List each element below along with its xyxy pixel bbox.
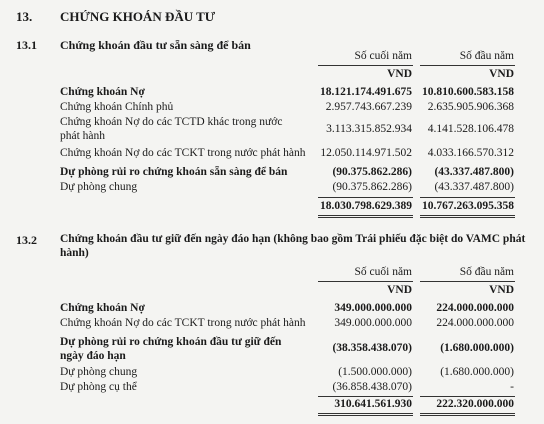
row-value-begin: 4.033.166.570.312	[427, 147, 514, 159]
row-label: Dự phòng cụ thể	[60, 381, 137, 393]
row-value-end: 12.050.114.971.502	[320, 147, 412, 159]
row-label: Chứng khoán Nợ do các TCKT trong nước phát hành	[60, 147, 306, 159]
subsection-title: Chứng khoán đầu tư giữ đến ngày đáo hạn (không bao gồm Trái phiếu đặc biệt do VAMC phát	[60, 233, 526, 245]
row-value-begin: (1.680.000.000)	[440, 342, 514, 354]
row-value-end: (90.375.862.286)	[332, 166, 412, 178]
unit-begin: VND	[489, 68, 514, 80]
row-value-begin: 224.000.000.000	[436, 302, 514, 314]
header-rule	[420, 65, 515, 66]
row-label: Dự phòng chung	[60, 366, 138, 378]
column-header-begin: Số đầu năm	[459, 50, 514, 62]
header-rule	[420, 281, 515, 282]
row-value-end: (90.375.862.286)	[332, 181, 412, 193]
row-label: Dự phòng rủi ro chứng khoán đầu tư giữ đến	[60, 336, 282, 348]
row-value-begin: (43.337.487.800)	[434, 166, 514, 178]
row-value-begin: (1.680.000.000)	[440, 366, 514, 378]
column-header-end: Số cuối năm	[354, 50, 412, 62]
row-label: Dự phòng rủi ro chứng khoán sẵn sàng để bán	[60, 166, 288, 178]
row-label: Chứng khoán Nợ	[60, 86, 145, 98]
subsection-title: Chứng khoán đầu tư sẵn sàng để bán	[60, 38, 251, 52]
total-rule	[318, 197, 413, 198]
section-number: 13.	[16, 9, 33, 24]
row-label: Dự phòng chung	[60, 181, 138, 193]
row-label-cont: ngày đáo hạn	[60, 350, 126, 362]
column-header-begin: Số đầu năm	[459, 266, 514, 278]
row-value-begin: 2.635.905.906.368	[427, 101, 514, 113]
row-value-end: 2.957.743.667.239	[325, 101, 412, 113]
total-end: 18.030.798.629.389	[320, 200, 412, 212]
total-double-rule	[420, 413, 515, 416]
row-value-end: (1.500.000.000)	[338, 366, 412, 378]
row-value-end: 349.000.000.000	[334, 317, 412, 329]
subsection-number: 13.2	[16, 233, 37, 247]
row-value-begin: 10.810.600.583.158	[422, 86, 514, 98]
total-double-rule	[318, 413, 413, 416]
row-value-begin: (43.337.487.800)	[434, 181, 514, 193]
total-begin: 222.320.000.000	[436, 398, 514, 410]
total-end: 310.641.561.930	[334, 398, 412, 410]
column-header-end: Số cuối năm	[354, 266, 412, 278]
row-value-end: 349.000.000.000	[334, 302, 412, 314]
total-rule	[420, 396, 515, 397]
row-value-begin: -	[510, 381, 514, 393]
row-label: Chứng khoán Nợ do các TCKT trong nước phát hành	[60, 317, 306, 329]
row-value-end: (38.358.438.070)	[332, 342, 412, 354]
row-label: Chứng khoán Nợ	[60, 302, 145, 314]
section-title: CHỨNG KHOÁN ĐẦU TƯ	[60, 9, 216, 24]
subsection-title-cont: hành)	[60, 247, 89, 259]
total-rule	[420, 197, 515, 198]
row-value-begin: 224.000.000.000	[436, 317, 514, 329]
header-rule	[318, 281, 413, 282]
total-begin: 10.767.263.095.358	[422, 200, 514, 212]
total-rule	[318, 396, 413, 397]
unit-end: VND	[387, 284, 412, 296]
row-label: Chứng khoán Chính phủ	[60, 101, 174, 113]
subsection-number: 13.1	[16, 38, 37, 52]
row-label: Chứng khoán Nợ do các TCTD khác trong nước	[60, 116, 283, 128]
row-label-cont: phát hành	[60, 130, 106, 142]
total-double-rule	[420, 215, 515, 218]
row-value-end: 18.121.174.491.675	[320, 86, 412, 98]
unit-end: VND	[387, 68, 412, 80]
row-value-end: 3.113.315.852.934	[326, 123, 412, 135]
header-rule	[318, 65, 413, 66]
unit-begin: VND	[489, 284, 514, 296]
row-value-end: (36.858.438.070)	[332, 381, 412, 393]
total-double-rule	[318, 215, 413, 218]
row-value-begin: 4.141.528.106.478	[427, 123, 514, 135]
